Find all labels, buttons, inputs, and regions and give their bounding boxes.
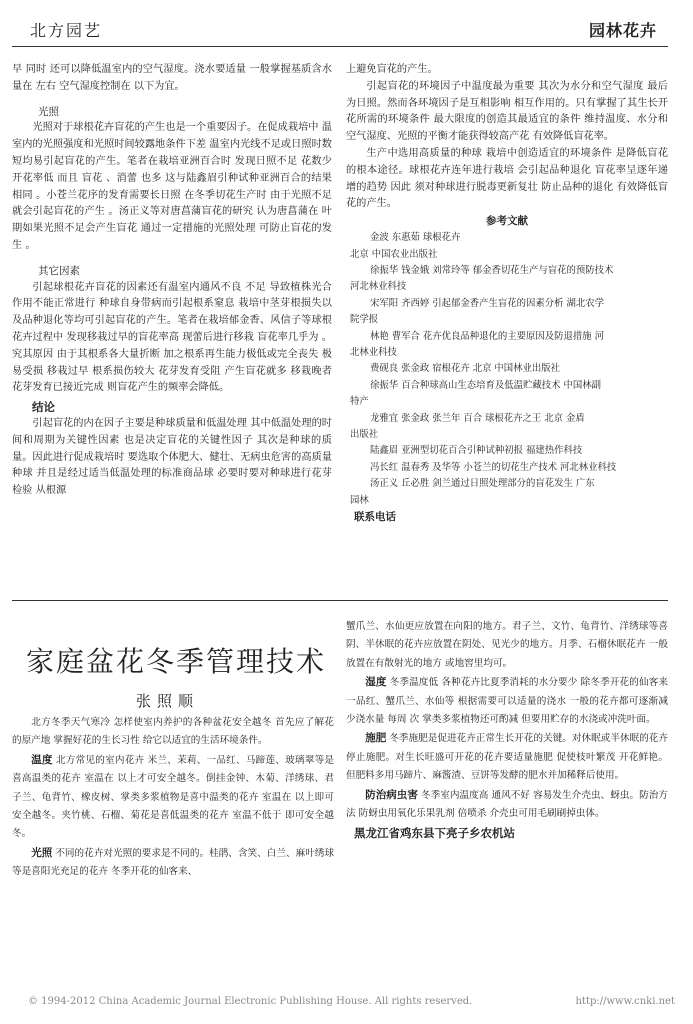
article2-left-column bbox=[12, 714, 334, 882]
paragraph: 早 同时 还可以降低温室内的空气湿度。浇水要适量 一般掌握基质含水量在 左右 空气湿度控制在 以下为宜。 bbox=[12, 64, 332, 92]
paragraph-fertilizer: 施肥 冬季施肥是促进花卉正常生长开花的关键。对休眠或半休眠的花卉停止施肥。对生长旺盛可开花的花卉要适量施肥 促使枝叶繁茂 开花鲜艳。但肥料多用马蹄片、麻酱渣、豆饼等发酵的肥水并加稀释后使用。 bbox=[346, 732, 669, 782]
copyright-footer: © 1994-2012 China Academic Journal Electronic Publishing House. All rights reserved. bbox=[28, 996, 473, 1007]
paragraph-pest: 防治病虫害 冬季室内温度高 通风不好 容易发生介壳虫、蚜虫。防治方法 防蚜虫用氧化乐果乳剂 倍喷杀 介壳虫可用毛刷刷掉虫体。 bbox=[346, 788, 668, 820]
paragraph-humidity: 湿度 冬季温度低 各种花卉比夏季消耗的水分要少 除冬季开花的仙客来 一品红、蟹爪兰、水仙等 根据需要可以适量的浇水 一般的花卉都可逐渐减少浇水量 每周 次 掌类多浆植物还可酌减 但要用贮存的水浇或冲洗叶面。 bbox=[346, 676, 669, 726]
label-pest: 防治病虫害 bbox=[365, 788, 418, 801]
author-affiliation: 黑龙江省鸡东县下亮子乡农机站 bbox=[354, 826, 515, 841]
paragraph: 上避免盲花的产生。 bbox=[346, 64, 438, 75]
paragraph: 蟹爪兰、水仙更应放置在向阳的地方。君子兰、文竹、龟背竹、洋绣球等喜阴、半休眠的花卉应放置在阴处、见光少的地方。月季、石榴休眠花卉 一般放置在有散射光的地方 或地窖里均可。 bbox=[346, 621, 668, 669]
references-title: 参考文献 bbox=[486, 215, 528, 228]
reference-list bbox=[346, 230, 668, 509]
reference-item: 徐振华 百合种球高山生态培育及低温贮藏技术 中国林副 特产 bbox=[350, 379, 601, 408]
article2-author: 张照顺 bbox=[136, 692, 200, 710]
reference-item: 龙雅宜 张金政 张兰年 百合 球根花卉之王 北京 金盾 出版社 bbox=[350, 412, 585, 441]
paragraph-light: 光照 不同的花卉对光照的要求是不同的。桂鹃、含笑、白兰、麻叶绣球等是喜阳光充足的花卉 冬季开花的仙客来、 bbox=[12, 846, 335, 878]
reference-item: 宋军阳 齐西婷 引起郁金香产生盲花的因素分析 湖北农学 院学报 bbox=[350, 297, 604, 326]
article1-left-column bbox=[12, 62, 332, 500]
paragraph: 引起球根花卉盲花的因素还有温室内通风不良 不足 导致植株光合作用不能正常进行 种球自身带病而引起根系窒息 栽培中茎芽根损失以及品种退化等均可引起盲花的产生。笔者在栽培郁金香、风信子等球根花卉过程中 发现移栽过早的盲花率高 现蕾后进行移栽 盲花率几乎为 。究其原因 由于其根系各大量折断 加之根系再生能力极低或完全丧失 极易受损 移栽过早 根系损伤较大 花芽发育受阻 产生盲花就多 移栽晚者 花芽发育已接近完成 则盲花产生的频率会降低。 bbox=[12, 281, 332, 394]
reference-item: 林艳 曹军合 花卉优良品种退化的主要原因及防退措施 河 北林业科技 bbox=[350, 330, 604, 359]
paragraph: 引起盲花的环境因子中温度最为重要 其次为水分和空气湿度 最后为日照。然而各环境因子是互相影响 相互作用的。只有掌握了其生长开花所需的环境条件 最大限度的创造其最适宜的条件 维持温度、水分和空气湿度、光照的平衡才能获得较高产花 有效降低盲花率。 bbox=[346, 80, 668, 143]
paragraph: 光照对于球根花卉盲花的产生也是一个重要因子。在促成栽培中 温室内的光照强度和光照时间较露地条件下差 温室内光线不足或日照时数短均易引起盲花的产生。笔者在栽培亚洲百合时 发现日照不足 花数少 开花率低 而且 盲花 、消蕾 也多 这与陆鑫眉引种试种亚洲百合的结果相同 。小苍兰花序的发育需要长日照 在冬季切花生产时 由于光照不足就会引起盲花的产生 。汤正义等对唐菖蒲盲花的研究 认为唐菖蒲在 叶期如果光照不足会产生盲花 通过一定措施的光照处理 可防止盲花的发生 。 bbox=[12, 122, 332, 251]
header-rule bbox=[12, 46, 668, 47]
article2-title: 家庭盆花冬季管理技术 bbox=[26, 645, 327, 678]
section-heading-other: 其它因素 bbox=[38, 264, 80, 277]
article2-right-column bbox=[346, 618, 668, 841]
section-heading-conclusion: 结论 bbox=[32, 400, 55, 415]
reference-item: 陆鑫眉 亚洲型切花百合引种试种初报 福建热作科技 bbox=[370, 445, 583, 457]
section-title: 园林花卉 bbox=[588, 21, 657, 40]
section-heading-light: 光照 bbox=[38, 105, 59, 118]
reference-item: 冯长红 温春秀 及华等 小苍兰的切花生产技术 河北林业科技 bbox=[370, 461, 617, 473]
reference-item: 费砚良 张金政 宿根花卉 北京 中国林业出版社 bbox=[370, 363, 561, 375]
reference-item: 徐振华 钱金娥 刘常玲等 郁金香切花生产与盲花的预防技术 河北林业科技 bbox=[350, 264, 614, 293]
label-fertilizer: 施肥 bbox=[365, 732, 387, 745]
paragraph: 北方冬季天气寒冷 怎样使室内养护的各种盆花安全越冬 首先应了解花的原产地 掌握好花的生长习性 给它以适宜的生活环境条件。 bbox=[12, 717, 334, 747]
label-light: 光照 bbox=[31, 846, 53, 859]
paragraph: 引起盲花的内在因子主要是种球质量和低温处理 其中低温处理的时间和周期为关键性因素 也是决定盲花的关键性因子 其次是种球的质量。因此进行促成栽培时 要选取个体肥大、健壮、无病虫危害的高质量种球 并且是经过适当低温处理的标准商品球 必要时要对种球进行花芽检验 从根源 bbox=[12, 417, 332, 497]
article1-right-column bbox=[346, 62, 668, 525]
label-humidity: 湿度 bbox=[365, 676, 387, 689]
paragraph-temperature: 温度 北方常见的室内花卉 米兰、茉莉、一品红、马蹄莲、玻璃翠等是喜高温类的花卉 室温在 以上才可安全越冬。倒挂金钟、木菊、洋绣球、君子兰、龟背竹、橡皮树、掌类多浆植物是喜中温类的花卉 室温在 以上即可安全越冬。夹竹桃、石榴、菊花是喜低温类的花卉 室温不低于 即可安全越冬。 bbox=[12, 753, 334, 840]
label-temperature: 温度 bbox=[31, 753, 53, 766]
contact-phone-label: 联系电话 bbox=[354, 511, 396, 524]
article-divider bbox=[12, 600, 668, 601]
footer-url: http://www.cnki.net bbox=[575, 996, 675, 1007]
reference-item: 汤正义 丘必胜 剑兰通过日照处理部分的盲花发生 广东 园林 bbox=[350, 478, 595, 506]
reference-item: 金波 东惠茹 球根花卉 北京 中国农业出版社 bbox=[350, 232, 461, 260]
paragraph: 生产中选用高质量的种球 栽培中创造适宜的环境条件 是降低盲花的根本途径。球根花卉连年进行栽培 会引起品种退化 盲花率呈逐年递增的趋势 因此 须对种球进行脱毒更新复壮 防止品种的退化 有效降低盲花的产生。 bbox=[346, 147, 668, 210]
journal-title: 北方园艺 bbox=[30, 21, 103, 40]
